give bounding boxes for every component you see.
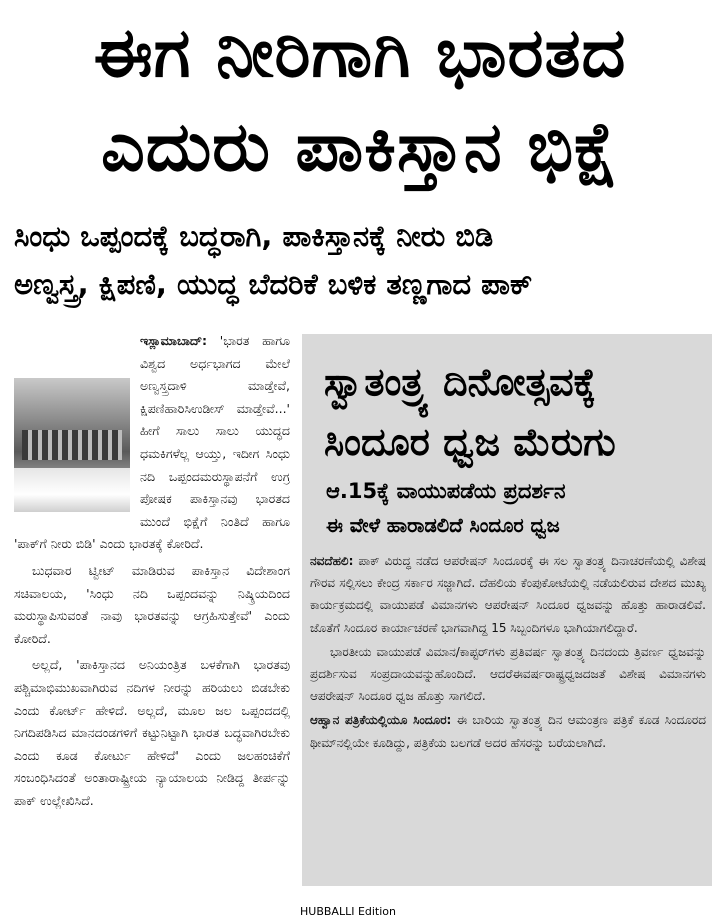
box-para-3-lead: ಆಹ್ವಾನ ಪತ್ರಿಕೆಯಲ್ಲಿಯೂ ಸಿಂದೂರ: [310,713,452,728]
left-article-para-3: ಅಲ್ಲದೆ, 'ಪಾಕಿಸ್ತಾನದ ಅನಿಯಂತ್ರಿತ ಬಳಕೆಗಾಗಿ ಭಾರತವು ಪಶ್ಚಿಮಾಭಿಮುಖವಾಗಿರುವ ನದಿಗಳ ನೀರನ್ನು ಹರಿಯಲು ಬಿಡಬೇಕು ಎಂದು ಕೋರ್ಟ್ ಹೇಳಿದೆ. ಅಲ್ಲದೆ, ಮೂಲ ಜಲ ಒಪ್ಪಂದದಲ್ಲಿ ನಿಗದಿಪಡಿಸಿದ ಮಾನದಂಡಗಳಿಗೆ ಕಟ್ಟುನಿಟ್ಟಾಗಿ ಭಾರತ ಬದ್ಧವಾಗಿರಬೇಕು ಎಂದು ಕೂಡ ಕೋರ್ಟು ಹೇಳಿದೆ' ಎಂದು ಜಲಹಂಚಿಕೆಗೆ ಸಂಬಂಧಿಸಿದಂತೆ ಅಂತಾರಾಷ್ಟ್ರೀಯ ನ್ಯಾಯಾಲಯ ನೀಡಿದ್ದ ತೀರ್ಪನ್ನು ಪಾಕ್ ಉಲ್ಲೇಖಿಸಿದೆ. [14,657,290,808]
dam-gates [22,430,122,460]
dam-photo [14,378,130,512]
left-article [14,330,290,890]
sindoor-flag-box [302,334,712,886]
left-article-para-1-text: 'ಭಾರತ ಹಾಗೂ ವಿಶ್ವದ ಅರ್ಧಭಾಗದ ಮೇಲೆ ಅಣ್ವಸ್ತ್ರದಾಳಿ ಮಾಡ್ತೇವೆ, ಕ್ಷಿಪಣಿಹಾರಿಸಿಉಡೀಸ್ ಮಾಡ್ತೇವೆ...' ಹೀಗೆ ಸಾಲು ಸಾಲು ಯುದ್ಧದ ಧಮಕಿಗಳೆಲ್ಲ ಆಯ್ತು, ಇದೀಗ ಸಿಂಧು ನದಿ ಒಪ್ಪಂದಮರುಸ್ಥಾಪನೆಗೆ ಉಗ್ರ ಪೋಷಕ ಪಾಕಿಸ್ತಾನವು ಭಾರತದ ಮುಂದೆ ಭಿಕ್ಷೆಗೆ ನಿಂತಿದೆ ಹಾಗೂ 'ಪಾಕ್‌ಗೆ ನೀರು ಬಿಡಿ' ಎಂದು ಭಾರತಕ್ಕೆ ಕೋರಿದೆ. [14,333,290,552]
box-para-1-text: ಪಾಕ್ ವಿರುದ್ಧ ನಡೆದ ಆಪರೇಷನ್ ಸಿಂದೂರಕ್ಕೆ ಈ ಸಲ ಸ್ವಾತಂತ್ರ್ಯ ದಿನಾಚರಣೆಯಲ್ಲಿ ವಿಶೇಷ ಗೌರವ ಸಲ್ಲಿಸಲು ಕೇಂದ್ರ ಸರ್ಕಾರ ಸಜ್ಜಾಗಿದೆ. ದೆಹಲಿಯ ಕೆಂಪುಕೋಟೆಯಲ್ಲಿ ನಡೆಯಲಿರುವ ದೇಶದ ಮುಖ್ಯ ಕಾರ್ಯಕ್ರಮದಲ್ಲಿ ವಾಯುಪಡೆ ವಿಮಾನಗಳು ಆಪರೇಷನ್ ಸಿಂದೂರ ಧ್ವಜವನ್ನು ಹೊತ್ತು ಹಾರಾಡಲಿವೆ. ಜೊತೆಗೆ ಸಿಂದೂರ ಕಾರ್ಯಾಚರಣೆ ಭಾಗವಾಗಿದ್ದ 15 ಸಿಬ್ಬಂದಿಗಳೂ ಭಾಗಿಯಾಗಲಿದ್ದಾರೆ. [310,554,706,635]
box-title-line-1: ಸ್ವಾತಂತ್ರ್ಯ ದಿನೋತ್ಸವಕ್ಕೆ [324,360,596,404]
left-dateline: ಇಸ್ಲಾಮಾಬಾದ್: [140,333,208,348]
box-para-3 [310,709,706,753]
dam-water [14,468,130,512]
box-title-line-2: ಸಿಂದೂರ ಧ್ವಜ ಮೆರುಗು [324,420,616,464]
left-article-para-2: ಬುಧವಾರ ಟ್ವೀಟ್ ಮಾಡಿರುವ ಪಾಕಿಸ್ತಾನ ವಿದೇಶಾಂಗ ಸಚಿವಾಲಯ, 'ಸಿಂಧು ನದಿ ಒಪ್ಪಂದವನ್ನು ನಿಷ್ಕ್ರಿಯದಿಂದ ಮರುಸ್ಥಾಪಿಸುವಂತೆ ನಾವು ಭಾರತವನ್ನು ಆಗ್ರಹಿಸುತ್ತೇವೆ' ಎಂದು ಕೋರಿದೆ. [14,562,290,646]
subheadline-line-2: ಅಣ್ವಸ್ತ್ರ, ಕ್ಷಿಪಣಿ, ಯುದ್ಧ ಬೆದರಿಕೆ ಬಳಿಕ ತಣ್ಣಗಾದ ಪಾಕ್ [14,267,533,301]
box-body [310,550,706,756]
box-subtitle-1: ಆ.15ಕ್ಕೆ ವಾಯುಪಡೆಯ ಪ್ರದರ್ಶನ [326,479,566,503]
headline-line-1: ಈಗ ನೀರಿಗಾಗಿ ಭಾರತದ [93,14,627,93]
box-subtitle-2: ಈ ವೇಳೆ ಹಾರಾಡಲಿದೆ ಸಿಂದೂರ ಧ್ವಜ [326,514,560,537]
headline-line-2: ಎದುರು ಪಾಕಿಸ್ತಾನ ಭಿಕ್ಷೆ [101,108,619,187]
box-para-2: ಭಾರತೀಯ ವಾಯುಪಡೆ ವಿಮಾನ/ಕಾಪ್ಟರ್‌ಗಳು ಪ್ರತಿವರ್ಷ ಸ್ವಾತಂತ್ರ್ಯ ದಿನದಂದು ತ್ರಿವರ್ಣ ಧ್ವಜವನ್ನು ಪ್ರದರ್ಶಿಸುವ ಸಂಪ್ರದಾಯವನ್ನುಹೊಂದಿದೆ. ಆದರೆಈವರ್ಷರಾಷ್ಟ್ರಧ್ವಜದಜತೆ ವಿಶೇಷ ವಿಮಾನಗಳು ಆಪರೇಷನ್ ಸಿಂದೂರ ಧ್ವಜ ಹೊತ್ತು ಸಾಗಲಿದೆ. [310,644,706,704]
box-para-3-text: ಈ ಬಾರಿಯ ಸ್ವಾತಂತ್ರ್ಯ ದಿನ ಆಮಂತ್ರಣ ಪತ್ರಿಕೆ ಕೂಡ ಸಿಂದೂರದ ಥೀಮ್‌ನಲ್ಲಿಯೇ ಕೂಡಿದ್ದು, ಪತ್ರಿಕೆಯ ಬಲಗಡೆ ಅದರ ಹೆಸರನ್ನು ಬರೆಯಲಾಗಿದೆ. [310,713,706,750]
box-para-1 [310,550,706,639]
box-dateline: ನವದೆಹಲಿ: [310,554,354,568]
subheadline-line-1: ಸಿಂಧು ಒಪ್ಪಂದಕ್ಕೆ ಬದ್ಧರಾಗಿ, ಪಾಕಿಸ್ತಾನಕ್ಕೆ ನೀರು ಬಿಡಿ [14,219,494,253]
edition-label: HUBBALLI Edition [300,905,396,918]
